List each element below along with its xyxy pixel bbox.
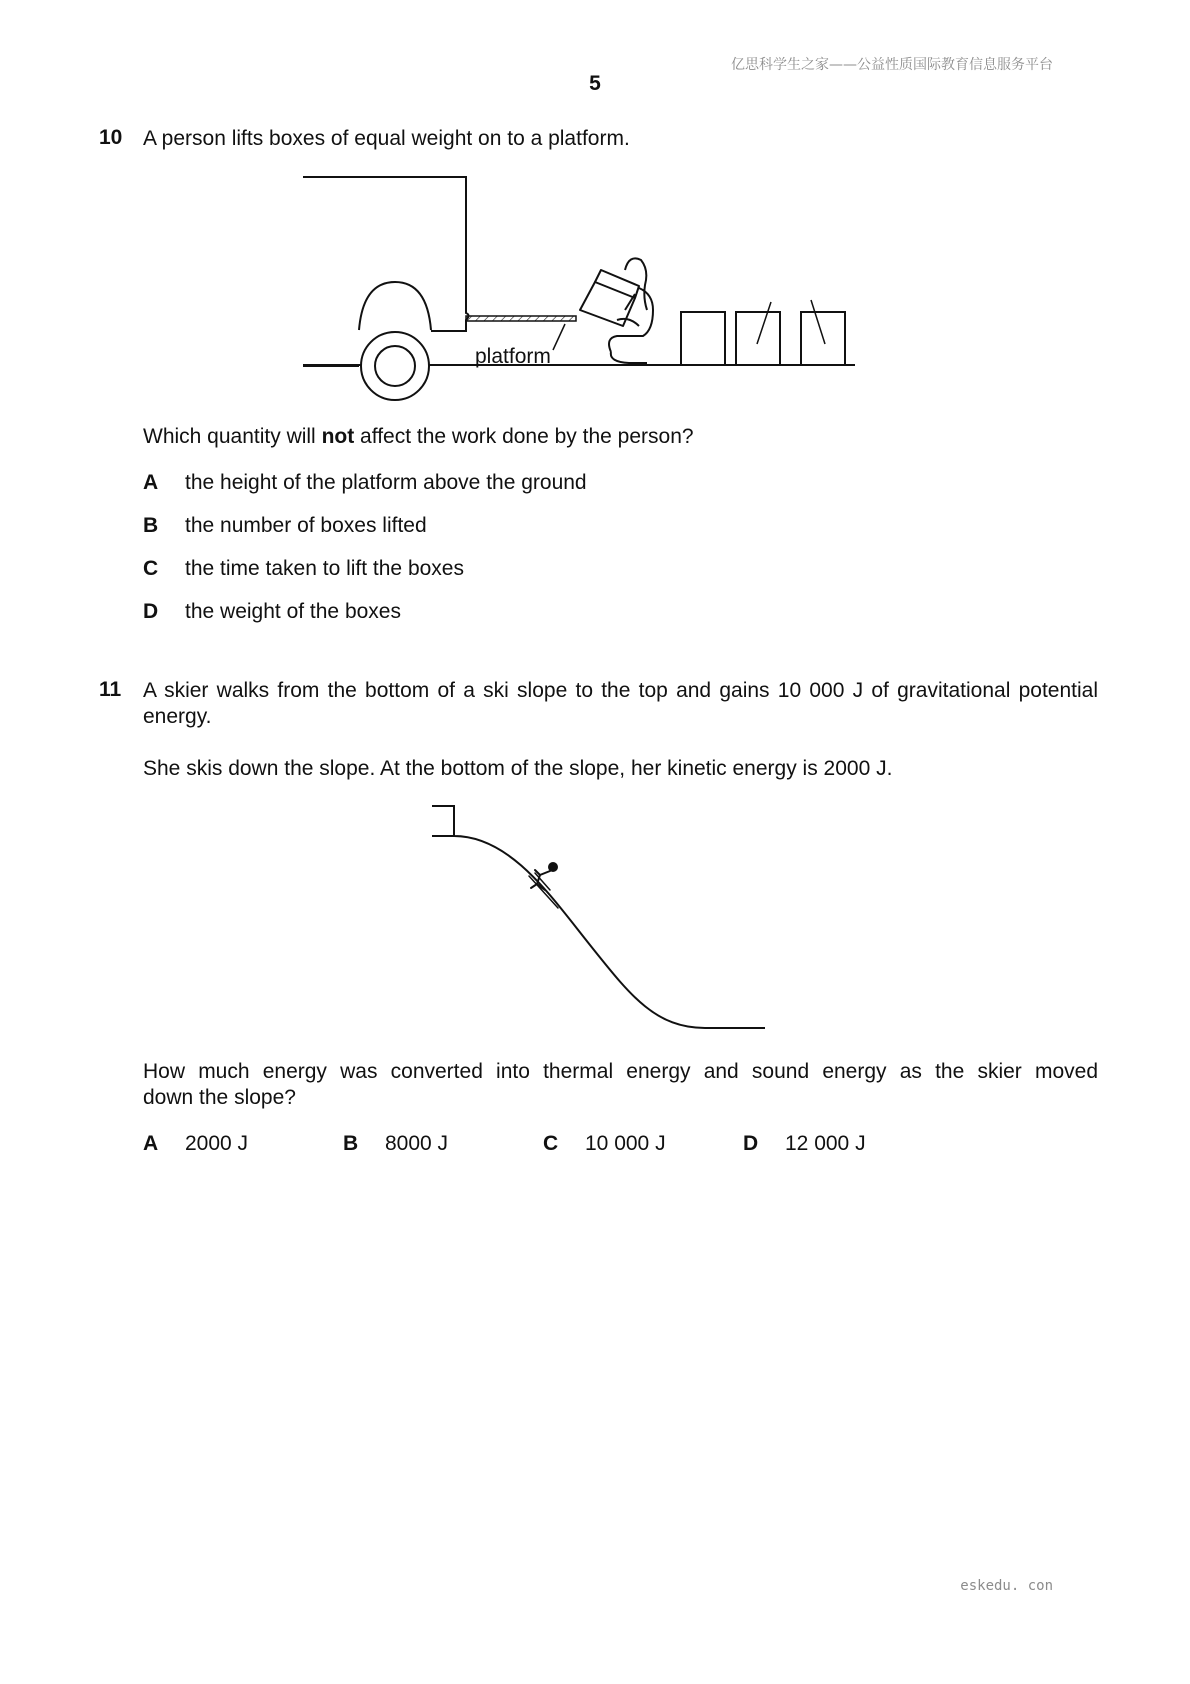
person-lifting-box [580, 258, 653, 363]
boxes-on-ground [681, 300, 845, 365]
platform-label-line [553, 324, 565, 350]
truck-wheel [361, 332, 429, 400]
q11-option-c-letter: C [543, 1132, 559, 1155]
q11-option-c-text: 10 000 J [585, 1132, 666, 1155]
q10-option-b-text: the number of boxes lifted [185, 514, 427, 537]
question-11-figure [425, 800, 770, 1035]
skier [529, 863, 558, 908]
platform-label: platform [475, 345, 551, 368]
q11-option-d-letter: D [743, 1132, 759, 1155]
footer-watermark: eskedu. con [960, 1578, 1053, 1594]
q10-option-c-text: the time taken to lift the boxes [185, 557, 464, 580]
q10-option-c-letter: C [143, 557, 159, 580]
q10-option-b-letter: B [143, 514, 159, 537]
q11-option-b-letter: B [343, 1132, 359, 1155]
question-11-stem-line1: A skier walks from the bottom of a ski slope to the top and gains 10 000 J of gravitational potential [143, 679, 1098, 702]
question-11-stem2: She skis down the slope. At the bottom of the slope, her kinetic energy is 2000 J. [143, 757, 893, 780]
q11-option-a-text: 2000 J [185, 1132, 249, 1155]
question-10-number: 10 [99, 126, 123, 149]
ski-slope [432, 806, 765, 1028]
q11-option-b [343, 1132, 448, 1156]
q10-option-a-letter: A [143, 471, 159, 494]
prompt-text: Which quantity will [143, 425, 322, 448]
question-11-question-line2: down the slope? [143, 1086, 296, 1109]
q11-option-a [143, 1132, 248, 1156]
page-number: 5 [589, 72, 601, 95]
prompt-text: affect the work done by the person? [354, 425, 694, 448]
q10-option-d-text: the weight of the boxes [185, 600, 401, 623]
question-10-prompt [143, 424, 1098, 450]
header-watermark: 亿思科学生之家——公益性质国际教育信息服务平台 [731, 57, 1053, 73]
question-11-stem-line2: energy. [143, 705, 212, 728]
q11-option-d-text: 12 000 J [785, 1132, 866, 1155]
q11-option-a-letter: A [143, 1132, 159, 1155]
q10-option-d-letter: D [143, 600, 159, 623]
q11-option-d [743, 1132, 866, 1156]
q11-option-c [543, 1132, 666, 1156]
prompt-emphasis: not [321, 425, 355, 448]
platform-plank [466, 316, 576, 321]
question-11-number: 11 [99, 678, 122, 701]
q10-option-a-text: the height of the platform above the ground [185, 471, 587, 494]
question-10-stem: A person lifts boxes of equal weight on to a platform. [143, 127, 630, 150]
q11-option-b-text: 8000 J [385, 1132, 449, 1155]
question-11-question-line1: How much energy was converted into thermal energy and sound energy as the skier moved [143, 1060, 1098, 1083]
question-10-figure [295, 170, 905, 405]
